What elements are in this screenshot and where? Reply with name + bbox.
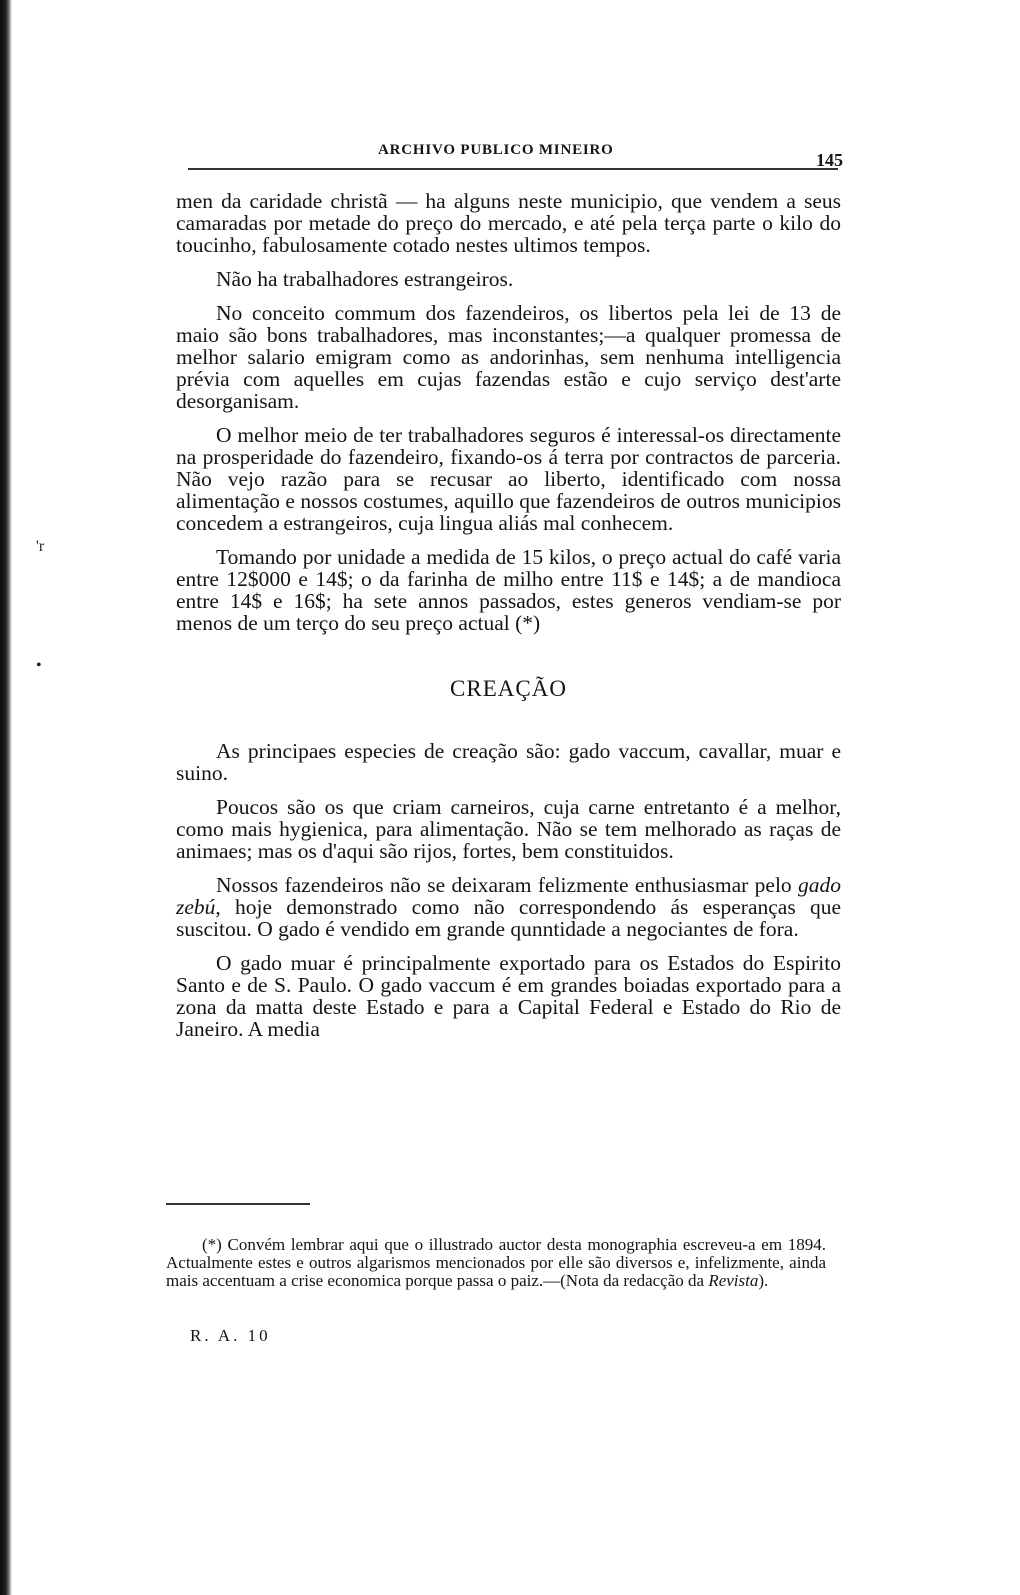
paragraph: O melhor meio de ter trabalhadores seguros é interessal-os directamente na prosperidade do fazendeiro, fixando-os á terra por contractos de parceria. Não vejo razão para se recusar ao liberto, identificado com nossa alimentação e nossos costumes, aquillo que fazendeiros de outros municipios concedem a estrangeiros, cuja lingua aliás mal conhecem. [176, 423, 841, 535]
footnote [166, 1236, 826, 1290]
body-text [176, 190, 841, 1052]
paragraph: men da caridade christã — ha alguns neste municipio, que vendem a seus camaradas por metade do preço do mercado, e até pela terça parte o kilo do toucinho, fabulosamente cotado nestes ultimos tempos. [176, 189, 841, 257]
paragraph: Poucos são os que criam carneiros, cuja carne entretanto é a melhor, como mais hygienica, para alimentação. Não se tem melhorado as raças de animaes; mas os d'aqui são rijos, fortes, bem constituidos. [176, 795, 841, 863]
signature-mark: R. A. 10 [190, 1326, 271, 1345]
paragraph-text: Nossos fazendeiros não se deixaram felizmente enthusiasmar pelo [216, 873, 798, 897]
paragraph: Tomando por unidade a medida de 15 kilos, o preço actual do café varia entre 12$000 e 14$; o da farinha de milho entre 11$ e 14$; a de mandioca entre 14$ e 16$; ha sete annos passados, estes generos vendiam-se por menos de um terço do seu preço actual (*) [176, 545, 841, 635]
book-spine-shadow [0, 0, 12, 1595]
paragraph: Não ha trabalhadores estrangeiros. [216, 267, 514, 291]
margin-mark: • [36, 657, 42, 674]
footnote-text: (*) Convém lembrar aqui que o illustrado auctor desta monographia escreveu-a em 1894. Actualmente estes e outros algarismos mencionados por elle são diversos e, infelizmente, ainda mais accentuam a crise economica porque passa o paiz.—(Nota da redacção da [166, 1235, 826, 1290]
running-title: ARCHIVO PUBLICO MINEIRO [378, 142, 614, 158]
section-heading: CREAÇÃO [450, 676, 567, 701]
margin-mark: 'r [36, 538, 45, 555]
header-rule [188, 168, 838, 170]
page-header [188, 138, 848, 178]
footnote-italic: Revista [708, 1271, 759, 1290]
footnote-closing: ). [758, 1271, 769, 1290]
paragraph: As principaes especies de creação são: gado vaccum, cavallar, muar e suino. [176, 739, 841, 785]
italic-term: gado zebú [176, 873, 841, 919]
page-number: 145 [816, 150, 843, 170]
paragraph: No conceito commum dos fazendeiros, os libertos pela lei de 13 de maio são bons trabalhadores, mas inconstantes;—a qualquer promessa de melhor salario emigram como as andorinhas, sem nenhuma intelligencia prévia com aquelles em cujas fazendas estão e cujo serviço dest'arte desorganisam. [176, 301, 841, 413]
paragraph-text: , hoje demonstrado como não correspondendo ás esperanças que suscitou. O gado é vendido em grande qunntidade a negociantes de fora. [176, 895, 841, 941]
paragraph [176, 874, 841, 940]
paragraph: O gado muar é principalmente exportado para os Estados do Espirito Santo e de S. Paulo. O gado vaccum é em grandes boiadas exportado para a zona da matta deste Estado e para a Capital Federal e Estado do Rio de Janeiro. A media [176, 951, 841, 1041]
footnote-rule [166, 1203, 310, 1205]
